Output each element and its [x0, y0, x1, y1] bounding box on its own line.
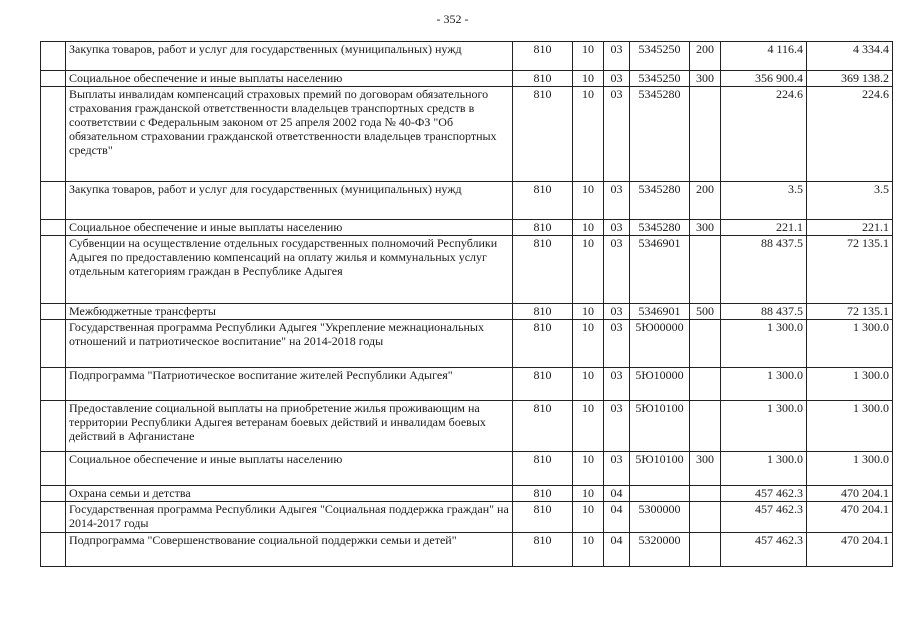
item-name: Подпрограмма "Совершенствование социальной поддержки семьи и детей"	[66, 533, 513, 567]
section-code: 10	[573, 486, 604, 502]
amount-second-year: 1 300.0	[807, 368, 893, 401]
section-code: 10	[573, 182, 604, 220]
page-number: - 352 -	[436, 12, 469, 26]
subsection-code: 03	[604, 452, 630, 486]
row-marker-cell	[41, 87, 66, 182]
row-marker-cell	[41, 220, 66, 236]
table-row	[41, 42, 893, 71]
section-code: 10	[573, 368, 604, 401]
item-name: Социальное обеспечение и иные выплаты населению	[66, 71, 513, 87]
row-marker-cell	[41, 368, 66, 401]
ministry-code: 810	[513, 368, 573, 401]
target-article-code: 5Ю10100	[630, 401, 690, 452]
amount-first-year: 88 437.5	[721, 236, 807, 304]
amount-first-year: 457 462.3	[721, 533, 807, 567]
subsection-code: 03	[604, 304, 630, 320]
item-name: Государственная программа Республики Адыгея "Социальная поддержка граждан" на 2014-2017 годы	[66, 502, 513, 533]
expense-type-code: 300	[690, 452, 721, 486]
expense-type-code: 300	[690, 71, 721, 87]
item-name: Выплаты инвалидам компенсаций страховых премий по договорам обязательного страхования гражданской ответственности владельцев транспортных средств в соответствии с Федеральным законом от 25 апреля 2002 года № 40-ФЗ "Об обязательном страховании гражданской ответственности владельцев транспортных средств"	[66, 87, 513, 182]
amount-first-year: 1 300.0	[721, 401, 807, 452]
item-name: Охрана семьи и детства	[66, 486, 513, 502]
amount-second-year: 224.6	[807, 87, 893, 182]
amount-first-year: 1 300.0	[721, 452, 807, 486]
amount-second-year: 369 138.2	[807, 71, 893, 87]
ministry-code: 810	[513, 236, 573, 304]
target-article-code: 5Ю10100	[630, 452, 690, 486]
expense-type-code: 200	[690, 182, 721, 220]
table-row	[41, 401, 893, 452]
amount-second-year: 4 334.4	[807, 42, 893, 71]
row-marker-cell	[41, 533, 66, 567]
row-marker-cell	[41, 401, 66, 452]
subsection-code: 04	[604, 533, 630, 567]
target-article-code: 5345250	[630, 71, 690, 87]
item-name: Социальное обеспечение и иные выплаты населению	[66, 220, 513, 236]
row-marker-cell	[41, 71, 66, 87]
amount-first-year: 457 462.3	[721, 486, 807, 502]
amount-first-year: 221.1	[721, 220, 807, 236]
expense-type-code	[690, 368, 721, 401]
row-marker-cell	[41, 304, 66, 320]
amount-second-year: 470 204.1	[807, 533, 893, 567]
item-name: Государственная программа Республики Адыгея "Укрепление межнациональных отношений и патриотическое воспитание" на 2014-2018 годы	[66, 320, 513, 368]
table-row	[41, 182, 893, 220]
section-code: 10	[573, 42, 604, 71]
target-article-code: 5345280	[630, 182, 690, 220]
row-marker-cell	[41, 320, 66, 368]
expense-type-code: 500	[690, 304, 721, 320]
row-marker-cell	[41, 452, 66, 486]
table-row	[41, 486, 893, 502]
expense-type-code: 200	[690, 42, 721, 71]
expense-type-code	[690, 401, 721, 452]
ministry-code: 810	[513, 42, 573, 71]
amount-first-year: 88 437.5	[721, 304, 807, 320]
target-article-code: 5Ю10000	[630, 368, 690, 401]
subsection-code: 03	[604, 236, 630, 304]
target-article-code: 5346901	[630, 236, 690, 304]
expense-type-code	[690, 502, 721, 533]
section-code: 10	[573, 320, 604, 368]
subsection-code: 03	[604, 320, 630, 368]
item-name: Социальное обеспечение и иные выплаты населению	[66, 452, 513, 486]
subsection-code: 03	[604, 368, 630, 401]
table-row	[41, 236, 893, 304]
section-code: 10	[573, 533, 604, 567]
table-row	[41, 87, 893, 182]
table-row	[41, 71, 893, 87]
amount-first-year: 1 300.0	[721, 320, 807, 368]
section-code: 10	[573, 502, 604, 533]
table-row	[41, 533, 893, 567]
ministry-code: 810	[513, 320, 573, 368]
table-row	[41, 368, 893, 401]
section-code: 10	[573, 236, 604, 304]
row-marker-cell	[41, 42, 66, 71]
amount-first-year: 356 900.4	[721, 71, 807, 87]
amount-second-year: 1 300.0	[807, 401, 893, 452]
section-code: 10	[573, 87, 604, 182]
amount-second-year: 72 135.1	[807, 304, 893, 320]
budget-table	[40, 41, 893, 567]
target-article-code: 5345250	[630, 42, 690, 71]
section-code: 10	[573, 71, 604, 87]
ministry-code: 810	[513, 71, 573, 87]
target-article-code: 5346901	[630, 304, 690, 320]
table-row	[41, 502, 893, 533]
table-row	[41, 304, 893, 320]
table-row	[41, 220, 893, 236]
amount-second-year: 1 300.0	[807, 320, 893, 368]
subsection-code: 03	[604, 87, 630, 182]
ministry-code: 810	[513, 533, 573, 567]
ministry-code: 810	[513, 182, 573, 220]
subsection-code: 04	[604, 502, 630, 533]
expense-type-code	[690, 320, 721, 368]
item-name: Субвенции на осуществление отдельных государственных полномочий Республики Адыгея по предоставлению компенсаций на оплату жилья и коммунальных услуг отдельным категориям граждан в Республике Адыгея	[66, 236, 513, 304]
item-name: Подпрограмма "Патриотическое воспитание жителей Республики Адыгея"	[66, 368, 513, 401]
item-name: Межбюджетные трансферты	[66, 304, 513, 320]
target-article-code: 5345280	[630, 220, 690, 236]
row-marker-cell	[41, 486, 66, 502]
ministry-code: 810	[513, 304, 573, 320]
budget-table-body	[41, 42, 893, 567]
subsection-code: 03	[604, 182, 630, 220]
expense-type-code: 300	[690, 220, 721, 236]
ministry-code: 810	[513, 486, 573, 502]
target-article-code	[630, 486, 690, 502]
subsection-code: 03	[604, 220, 630, 236]
ministry-code: 810	[513, 220, 573, 236]
subsection-code: 03	[604, 401, 630, 452]
amount-first-year: 3.5	[721, 182, 807, 220]
subsection-code: 03	[604, 71, 630, 87]
expense-type-code	[690, 533, 721, 567]
amount-first-year: 4 116.4	[721, 42, 807, 71]
item-name: Закупка товаров, работ и услуг для государственных (муниципальных) нужд	[66, 182, 513, 220]
expense-type-code	[690, 236, 721, 304]
subsection-code: 04	[604, 486, 630, 502]
amount-second-year: 3.5	[807, 182, 893, 220]
amount-first-year: 1 300.0	[721, 368, 807, 401]
expense-type-code	[690, 486, 721, 502]
ministry-code: 810	[513, 452, 573, 486]
amount-second-year: 221.1	[807, 220, 893, 236]
section-code: 10	[573, 401, 604, 452]
row-marker-cell	[41, 502, 66, 533]
ministry-code: 810	[513, 87, 573, 182]
amount-first-year: 457 462.3	[721, 502, 807, 533]
item-name: Закупка товаров, работ и услуг для государственных (муниципальных) нужд	[66, 42, 513, 71]
ministry-code: 810	[513, 401, 573, 452]
target-article-code: 5Ю00000	[630, 320, 690, 368]
table-row	[41, 320, 893, 368]
subsection-code: 03	[604, 42, 630, 71]
target-article-code: 5345280	[630, 87, 690, 182]
ministry-code: 810	[513, 502, 573, 533]
section-code: 10	[573, 304, 604, 320]
section-code: 10	[573, 452, 604, 486]
section-code: 10	[573, 220, 604, 236]
amount-second-year: 1 300.0	[807, 452, 893, 486]
target-article-code: 5320000	[630, 533, 690, 567]
row-marker-cell	[41, 236, 66, 304]
target-article-code: 5300000	[630, 502, 690, 533]
amount-first-year: 224.6	[721, 87, 807, 182]
amount-second-year: 470 204.1	[807, 502, 893, 533]
item-name: Предоставление социальной выплаты на приобретение жилья проживающим на территории Республики Адыгея ветеранам боевых действий и инвалидам боевых действий в Афганистане	[66, 401, 513, 452]
row-marker-cell	[41, 182, 66, 220]
table-row	[41, 452, 893, 486]
amount-second-year: 72 135.1	[807, 236, 893, 304]
expense-type-code	[690, 87, 721, 182]
amount-second-year: 470 204.1	[807, 486, 893, 502]
